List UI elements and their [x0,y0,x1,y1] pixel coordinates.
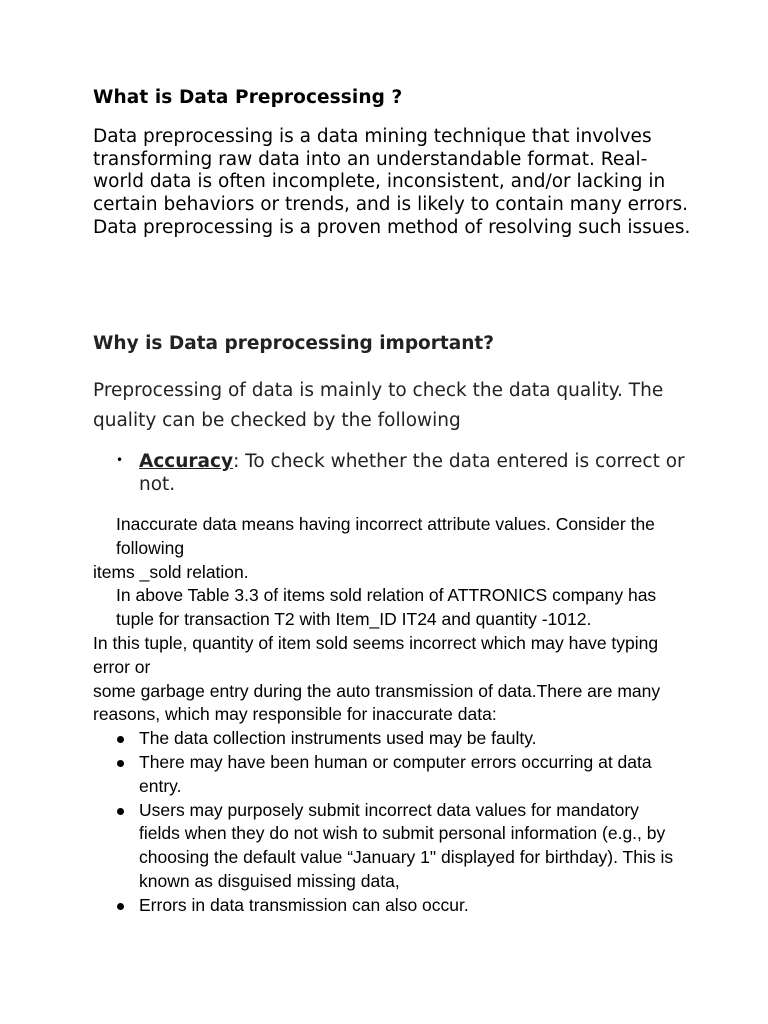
bullet-dot [117,760,124,767]
accuracy-description: : To check whether the data entered is correct or not. [139,451,685,495]
list-item [93,727,683,751]
bullet-dot [117,903,124,910]
heading-why-important: Why is Data preprocessing important? [93,333,494,354]
reason-text: Users may purposely submit incorrect data values for mandatory fields when they do not wish to submit personal information (e.g., by choosing the default value “January 1" displayed for birthday). This is known as disguised missing data, [139,799,674,891]
heading-what-is-data-preprocessing: What is Data Preprocessing ? [93,87,403,108]
body-line-3: In above Table 3.3 of items sold relation of ATTRONICS company has tuple for transaction T2 with Item_ID IT24 and quantity -1012. [116,585,657,630]
reason-text: Errors in data transmission can also occur. [139,894,469,915]
accuracy-bullet: • [116,453,124,467]
paragraph-quality-check: Preprocessing of data is mainly to check the data quality. The quality can be checked by the following [93,380,664,431]
reason-text: There may have been human or computer errors occurring at data entry. [139,751,652,796]
list-item [93,894,683,918]
paragraph-definition: Data preprocessing is a data mining technique that involves transforming raw data into an understandable format. Real-world data is often incomplete, inconsistent, and/or lacking in certain behaviors or trends, and is likely to contain many errors. Data preprocessing is a proven method of resolving such issues. [93,126,691,238]
accuracy-term: Accuracy [139,451,234,472]
list-item [93,799,683,894]
body-line-4: In this tuple, quantity of item sold seems incorrect which may have typing error or [93,632,659,677]
body-line-2: items _sold relation. [93,561,249,582]
inaccuracy-reasons-list [93,727,683,917]
body-line-1: Inaccurate data means having incorrect attribute values. Consider the following [116,514,655,558]
body-line-5: some garbage entry during the auto transmission of data.There are many reasons, which may responsible for inaccurate data: [93,680,661,725]
bullet-dot [117,736,124,743]
inaccurate-data-section [93,513,683,918]
accuracy-item [139,450,699,496]
reason-text: The data collection instruments used may be faulty. [139,728,537,749]
list-item [93,751,683,799]
bullet-dot [117,808,124,815]
